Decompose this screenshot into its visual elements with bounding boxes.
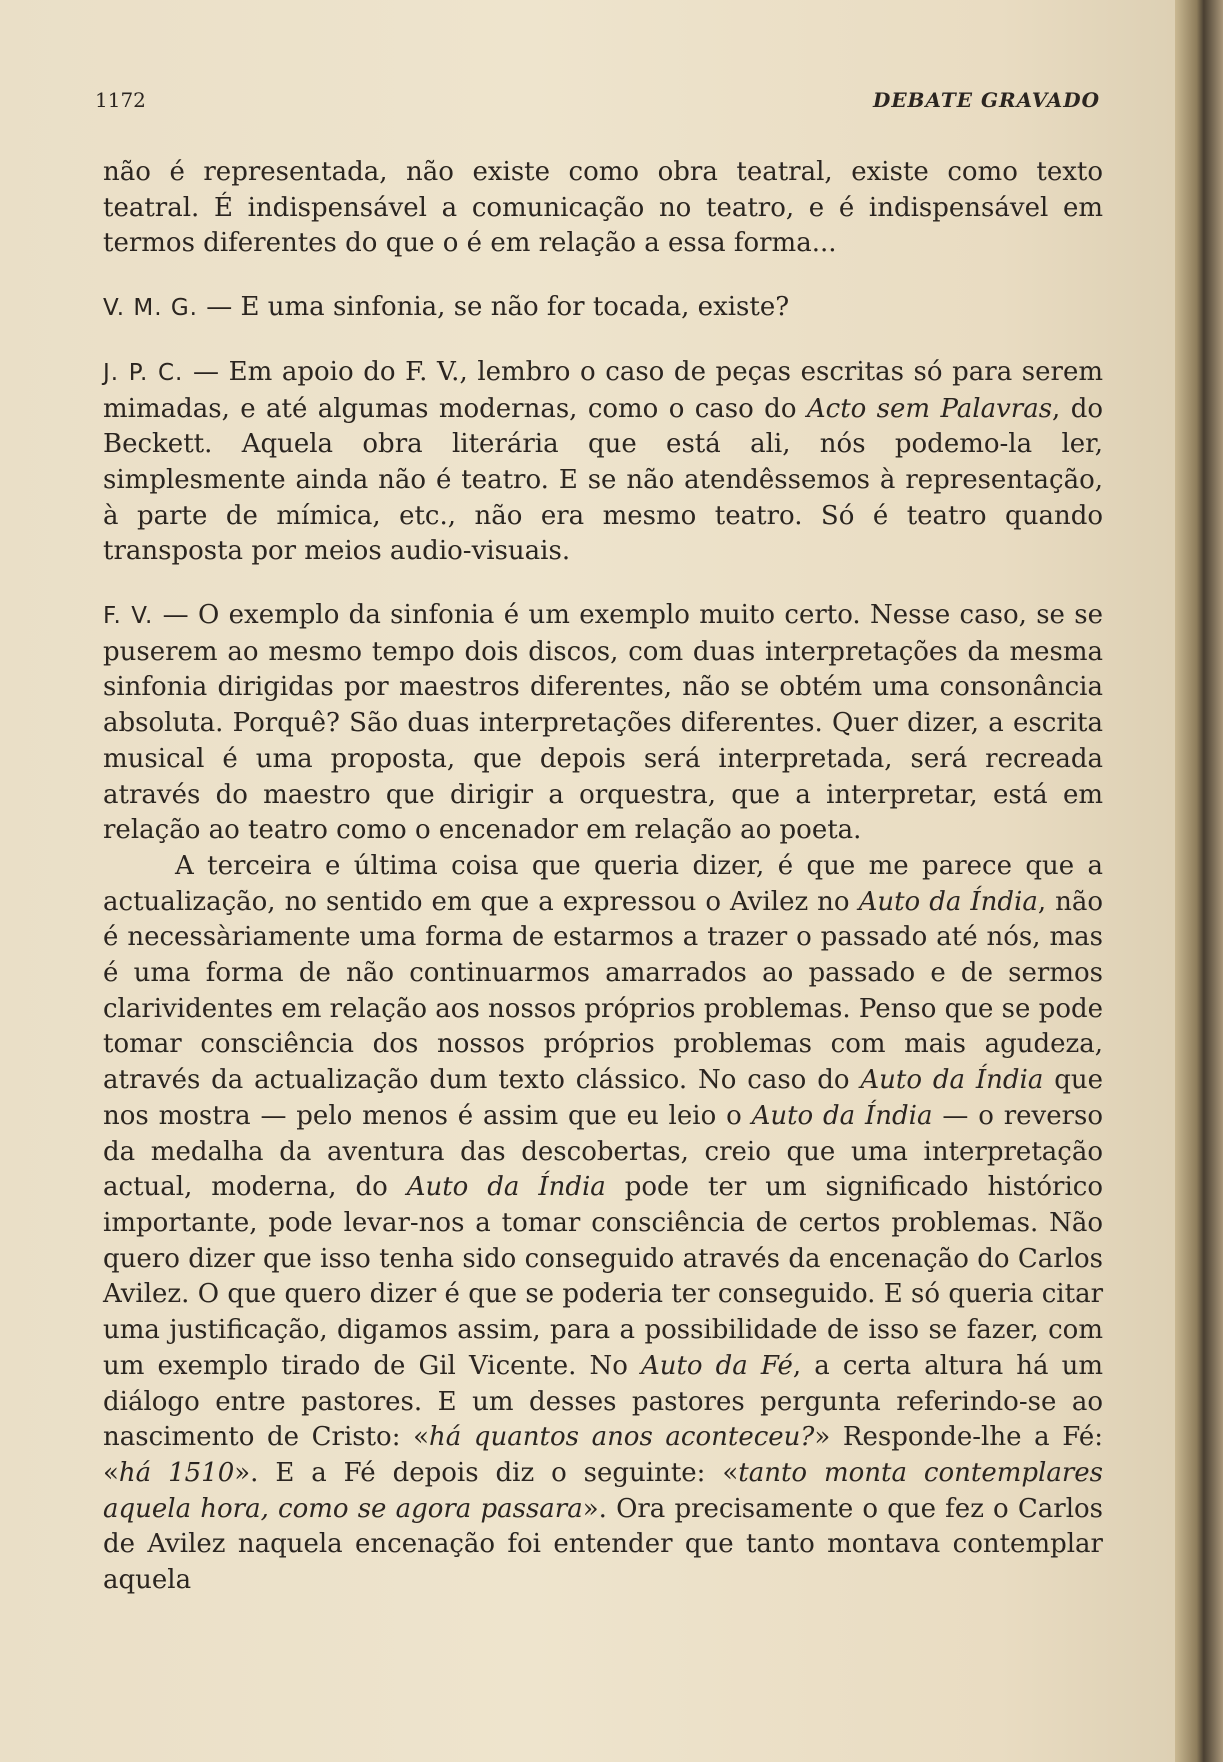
- speaker-label: V. M. G.: [103, 295, 198, 322]
- book-gutter: [1175, 0, 1223, 1762]
- speaker-label: F. V.: [103, 603, 154, 630]
- paragraph: [103, 290, 1103, 327]
- text-segment: pode ter um significado histórico importante, pode levar-nos a tomar consciência de certos problemas. Não quero dizer que isso tenha sido conseguido através da encenação do Carlos Avilez. O que quero dizer é que se poderia ter conseguido. E só queria citar uma justificação, digamos assim, para a possibilidade de isso se fazer, com um exemplo tirado de Gil Vicente. No: [103, 1172, 1103, 1381]
- text-segment: — Em apoio do F. V., lembro o caso de peças escritas só para serem mimadas, e até algumas modernas, como o caso do: [103, 356, 1104, 424]
- text-segment: A terceira e última coisa que queria dizer, é que me parece que a actualização, no sentido em que a expressou o Avilez no: [103, 850, 1103, 917]
- text-segment: não é representada, não existe como obra teatral, existe como texto teatral. É indispensável a comunicação no teatro, e é indispensável em termos diferentes do que o é em relação a essa forma...: [103, 157, 1103, 259]
- text-segment: ». E a Fé depois diz o seguinte: «: [234, 1457, 739, 1488]
- page-header: [95, 88, 1100, 128]
- paragraph: [103, 849, 1103, 1599]
- italic-title: Acto sem Palavras: [806, 393, 1053, 424]
- italic-title: Auto da Índia: [860, 1065, 1044, 1096]
- italic-title: Auto da Índia: [751, 1100, 933, 1131]
- body-text: [103, 155, 1103, 1599]
- speaker-label: J. P. C.: [103, 359, 184, 386]
- paragraph: [103, 155, 1103, 262]
- italic-title: Auto da Índia: [406, 1172, 606, 1203]
- text-segment: — E uma sinfonia, se não for tocada, existe?: [206, 292, 790, 323]
- italic-quote: há 1510: [118, 1457, 235, 1488]
- text-segment: , não é necessàriamente uma forma de estarmos a trazer o passado até nós, mas é uma forma de não continuarmos amarrados ao passado e de sermos clarividentes em relação aos nossos próprios problemas. Penso que se pode tomar consciência dos nossos próprios problemas com mais agudeza, através da actualização dum texto clássico. No caso do: [103, 886, 1103, 1096]
- italic-quote: tanto monta contemplares aquela hora, como se agora passara: [103, 1457, 1103, 1524]
- text-segment: — o reverso da medalha da aventura das descobertas, creio que uma interpretação actual, moderna, do: [103, 1100, 1104, 1203]
- text-segment: ». Ora precisamente o que fez o Carlos de Avilez naquela encenação foi entender que tanto montava contemplar aquela: [103, 1493, 1104, 1596]
- text-segment: que nos mostra — pelo menos é assim que eu leio o: [103, 1065, 1103, 1131]
- page-number: 1172: [95, 88, 146, 112]
- running-head: DEBATE GRAVADO: [872, 88, 1100, 112]
- paragraph: [103, 355, 1103, 570]
- text-segment: , do Beckett. Aquela obra literária que está ali, nós podemo-la ler, simplesmente ainda não é teatro. E se não atendêssemos à representação, à parte de mímica, etc., não era mesmo teatro. Só é teatro quando transposta por meios audio-visuais.: [103, 393, 1103, 567]
- text-segment: » Responde-lhe a Fé: «: [103, 1422, 1103, 1488]
- text-segment: — O exemplo da sinfonia é um exemplo muito certo. Nesse caso, se se puserem ao mesmo tempo dois discos, com duas interpretações da mesma sinfonia dirigidas por maestros diferentes, não se obtém uma consonância absoluta. Porquê? São duas interpretações diferentes. Quer dizer, a escrita musical é uma proposta, que depois será interpretada, será recreada através do maestro que dirigir a orquestra, que a interpretar, está em relação ao teatro como o encenador em relação ao poeta.: [103, 600, 1103, 846]
- italic-title: Auto da Índia: [858, 886, 1038, 917]
- paragraph: [103, 598, 1103, 849]
- italic-quote: há quantos anos aconteceu?: [429, 1422, 815, 1453]
- text-segment: , a certa altura há um diálogo entre pastores. E um desses pastores pergunta referindo-se ao nascimento de Cristo: «: [103, 1350, 1104, 1453]
- italic-title: Auto da Fé: [640, 1350, 793, 1381]
